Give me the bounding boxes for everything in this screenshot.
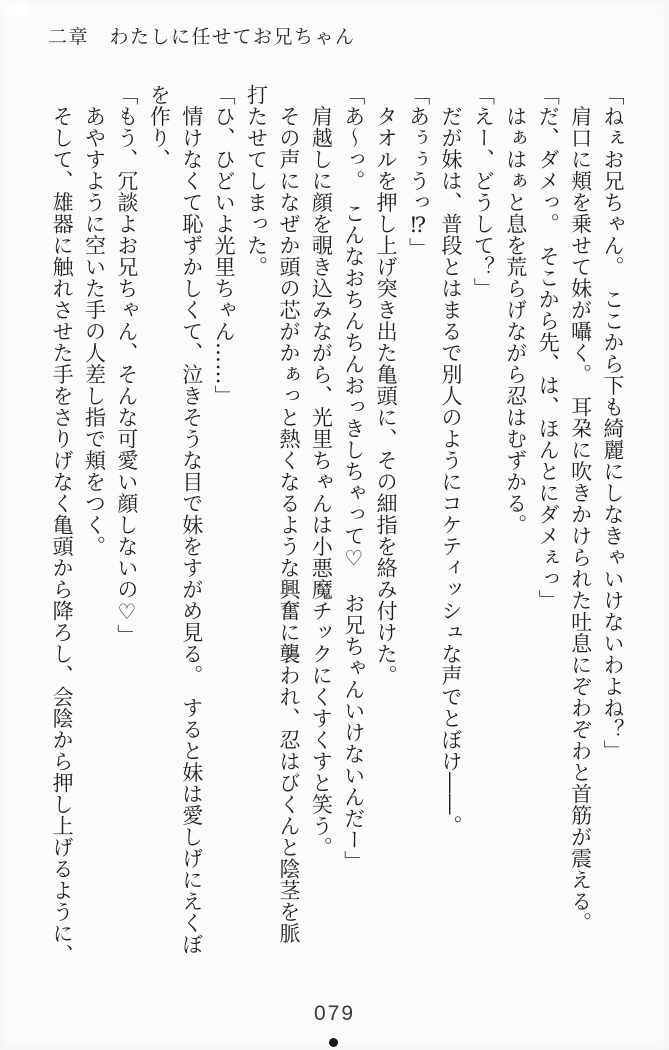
text-column: 打たせてしまった。 (244, 84, 269, 278)
text-column: その声になぜか頭の芯がかぁっと熱くなるような興奮に襲われ、忍はびくんと陰茎を脈 (276, 84, 301, 944)
text-column: そして、雄器に触れさせた手をさりげなく亀頭から降ろし、会陰から押し上げるように、 (50, 84, 75, 966)
text-column: だが妹は、普段とはまるで別人のようにコケティッシュな声でとぼけ――。 (438, 84, 463, 837)
text-column: 「あぅぅうっ⁉」 (406, 84, 431, 259)
text-column: 「もう、冗談よお兄ちゃん、そんな可愛い顔しないの♡」 (114, 84, 139, 646)
text-column: はぁはぁと息を荒らげながら忍はむずかる。 (503, 84, 528, 536)
chapter-header: 二章 わたしに任せてお兄ちゃん (48, 26, 356, 48)
text-column: 「えー、どうして？」 (471, 84, 496, 299)
text-column: 肩越しに顔を覗き込みながら、光里ちゃんは小悪魔チックにくすくすと笑う。 (309, 84, 334, 858)
text-column: 情けなくて恥ずかしくて、泣きそうな目で妹をすがめ見る。 すると妹は愛しげにえくぼ (179, 84, 204, 955)
text-column: あやすように空いた手の人差し指で頬をつく。 (82, 84, 107, 557)
page-number: 079 (313, 1002, 356, 1025)
text-column: 「あ〜っ。 こんなおちんちんおっきしちゃって♡ お兄ちゃんいけないんだー」 (341, 84, 366, 872)
text-column: 「ねぇお兄ちゃん。 ここから下も綺麗にしなきゃいけないわよね？」 (601, 84, 625, 762)
text-column: 「だ、ダメっ。 そこから先、は、ほんとにダメぇっ」 (536, 84, 561, 611)
text-column: タオルを押し上げ突き出た亀頭に、その細指を絡み付けた。 (374, 84, 399, 686)
text-column: 肩口に頬を乗せて妹が囁く。 耳朶に吹きかけられた吐息にぞわぞわと首筋が震える。 (568, 84, 593, 934)
vertical-text-block (46, 84, 629, 972)
footer-dot-mark (329, 1038, 338, 1047)
scan-artifact (0, 0, 28, 17)
text-column: 「ひ、ひどいよ光里ちゃん……」 (212, 84, 237, 407)
text-column: を作り、 (147, 84, 172, 170)
